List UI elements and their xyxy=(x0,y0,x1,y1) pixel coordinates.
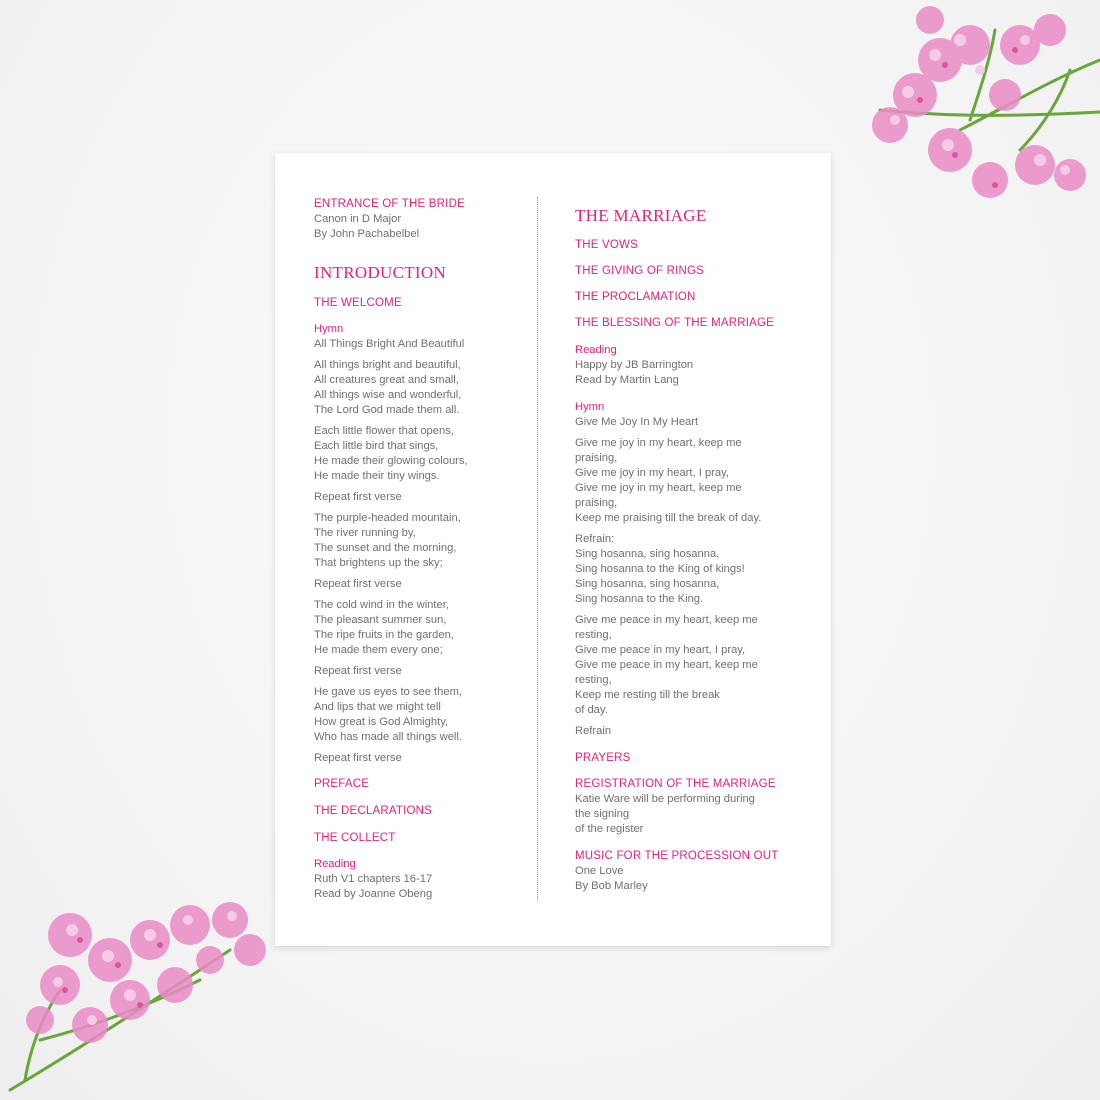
order-of-service-card xyxy=(275,153,831,946)
reading-label: Reading xyxy=(314,858,356,870)
hymn-label: Hymn xyxy=(314,323,344,335)
refrain-note: Refrain xyxy=(575,725,612,737)
hymn-verse: He gave us eyes to see them, And lips that we might tell How great is God Almighty, Who has made all things well. xyxy=(314,686,463,743)
entrance-details: Canon in D Major By John Pachabelbel xyxy=(314,213,420,240)
hymn-verse: The cold wind in the winter, The pleasant summer sun, The ripe fruits in the garden, He made them every one; xyxy=(314,599,454,656)
hymn-verse: Give me joy in my heart, keep me praising, Give me joy in my heart, I pray, Give me joy in my heart, keep me praising, Keep me praising till the break of day. xyxy=(575,437,762,524)
prayers-heading: PRAYERS xyxy=(575,752,631,764)
hymn-title: Give Me Joy In My Heart xyxy=(575,416,699,428)
blessing-heading: THE BLESSING OF THE MARRIAGE xyxy=(575,317,775,329)
declarations-heading: THE DECLARATIONS xyxy=(314,805,433,817)
procession-details: One Love By Bob Marley xyxy=(575,865,648,892)
hymn-verse: Each little flower that opens, Each little bird that sings, He made their glowing colours, He made their tiny wings. xyxy=(314,425,468,482)
hymn-title: All Things Bright And Beautiful xyxy=(314,338,465,350)
registration-details: Katie Ware will be performing during the signing of the register xyxy=(575,793,755,835)
preface-heading: PREFACE xyxy=(314,778,370,790)
vows-heading: THE VOWS xyxy=(575,239,638,251)
reading-details: Happy by JB Barrington Read by Martin Lang xyxy=(575,359,694,386)
registration-heading: REGISTRATION OF THE MARRIAGE xyxy=(575,778,776,790)
right-column xyxy=(575,205,805,894)
reading-label: Reading xyxy=(575,344,617,356)
refrain-text: Refrain: Sing hosanna, sing hosanna, Sing hosanna to the King of kings! Sing hosanna, sing hosanna, Sing hosanna to the King. xyxy=(575,533,745,605)
lilac-flowers-bottom-left xyxy=(0,890,290,1100)
repeat-note: Repeat first verse xyxy=(314,491,402,503)
lilac-flowers-top-right xyxy=(820,0,1100,230)
entrance-heading: ENTRANCE OF THE BRIDE xyxy=(314,198,465,210)
repeat-note: Repeat first verse xyxy=(314,665,402,677)
hymn-verse: Give me peace in my heart, keep me resting, Give me peace in my heart, I pray, Give me peace in my heart, keep me resting, Keep me resting till the break of day. xyxy=(575,614,758,716)
reading-details: Ruth V1 chapters 16-17 Read by Joanne Obeng xyxy=(314,873,433,900)
column-divider xyxy=(537,197,538,901)
proclamation-heading: THE PROCLAMATION xyxy=(575,291,696,303)
collect-heading: THE COLLECT xyxy=(314,832,396,844)
hymn-label: Hymn xyxy=(575,401,605,413)
introduction-heading: INTRODUCTION xyxy=(314,263,447,282)
repeat-note: Repeat first verse xyxy=(314,578,402,590)
repeat-note: Repeat first verse xyxy=(314,752,402,764)
welcome-heading: THE WELCOME xyxy=(314,297,402,309)
procession-heading: MUSIC FOR THE PROCESSION OUT xyxy=(575,850,779,862)
hymn-verse: The purple-headed mountain, The river running by, The sunset and the morning, That brightens up the sky; xyxy=(314,512,461,569)
left-column xyxy=(314,197,514,902)
hymn-verse: All things bright and beautiful, All creatures great and small, All things wise and wonderful, The Lord God made them all. xyxy=(314,359,462,416)
marriage-heading: THE MARRIAGE xyxy=(575,206,707,225)
rings-heading: THE GIVING OF RINGS xyxy=(575,265,705,277)
